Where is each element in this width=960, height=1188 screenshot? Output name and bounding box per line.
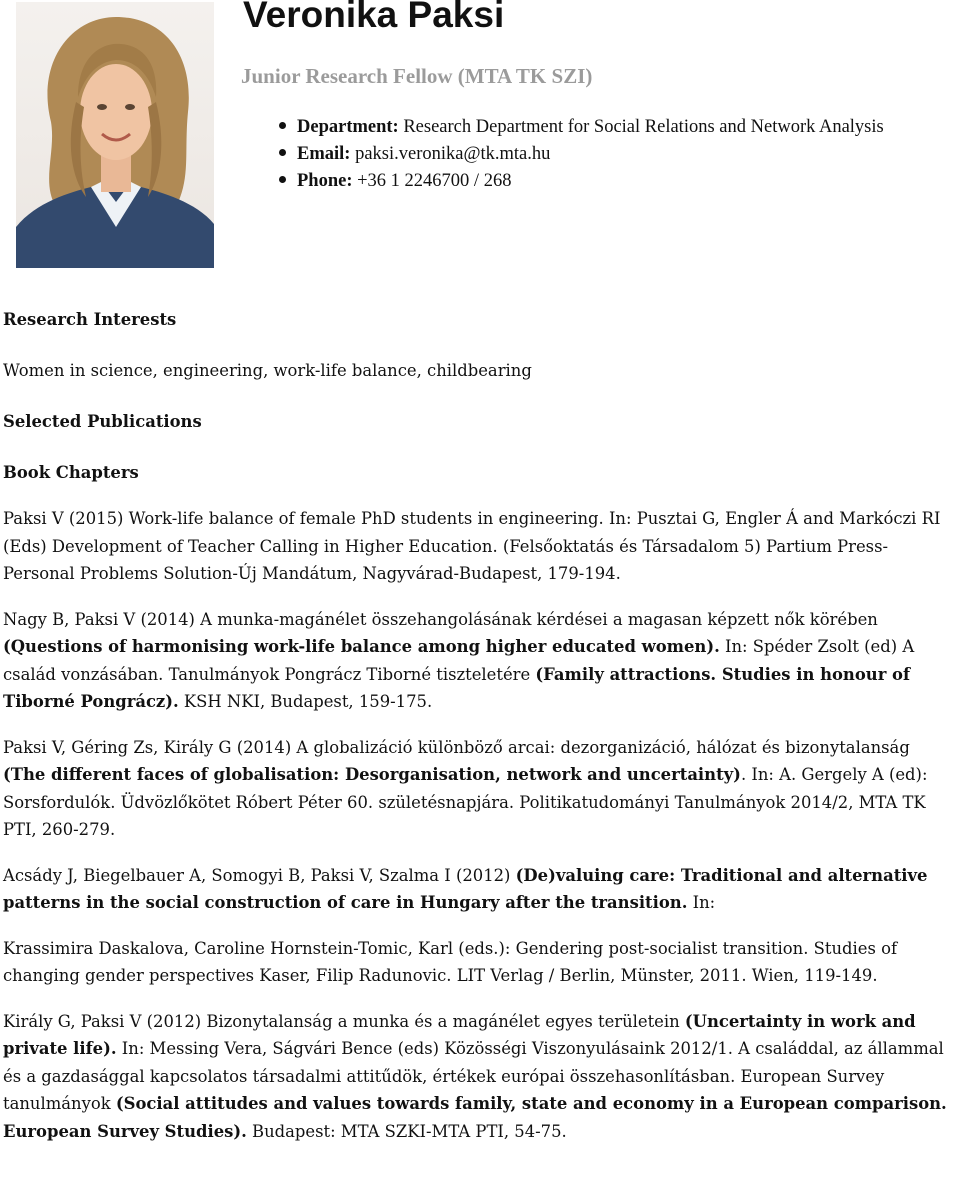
- publication-text: . In: A. Gergely A (ed): Sorsfordulók. Üdvözlőkötet Róbert Péter 60. születésnapjára. Politikatudományi Tanulmányok 2014/2, MTA TK PTI, 260-279.: [3, 765, 928, 839]
- publication-item: [3, 734, 955, 844]
- contact-label: Email:: [297, 144, 351, 164]
- publication-text: Király G, Paksi V (2012) Bizonytalanság a munka és a magánélet egyes területein: [3, 1011, 685, 1031]
- main-content: [3, 306, 955, 1163]
- publication-item: [3, 505, 955, 588]
- publication-text: Paksi V (2015) Work-life balance of female PhD students in engineering. In: Pusztai G, Engler Á and Markóczi RI (Eds) Development of Teacher Calling in Higher Education. (Felsőoktatás és Társadalom 5) Partium Press-Personal Problems Solution-Új Mandátum, Nagyvárad-Budapest, 179-194.: [3, 509, 941, 583]
- publication-text: Krassimira Daskalova, Caroline Hornstein-Tomic, Karl (eds.): Gendering post-socialist transition. Studies of changing gender perspectives Kaser, Filip Radunovic. LIT Verlag / Berlin, Münster, 2011. Wien, 119-149.: [3, 938, 898, 985]
- publication-text: Nagy B, Paksi V (2014) A munka-magánélet összehangolásának kérdései a magasan képzett nők körében: [3, 609, 878, 629]
- publication-text: In: Spéder Zsolt (ed) A család vonzásában. Tanulmányok Pongrácz Tiborné tiszteletére: [3, 637, 915, 684]
- person-name: Veronika Paksi: [243, 0, 505, 35]
- profile-photo: [16, 2, 214, 268]
- book-chapters-heading: Book Chapters: [3, 463, 139, 482]
- research-interests-text: Women in science, engineering, work-life balance, childbearing: [3, 361, 532, 380]
- contact-label: Phone:: [297, 171, 353, 191]
- publication-text: In: Messing Vera, Ságvári Bence (eds) Közösségi Viszonyulásaink 2012/1. A családdal, az állammal és a gazdasággal kapcsolatos társadalmi attitűdök, értékek európai összehasonlításban. European Survey tanulmányok: [3, 1039, 944, 1113]
- publication-item: [3, 862, 955, 917]
- contact-email: [276, 141, 946, 168]
- publication-translated-title: (Family attractions. Studies in honour of Tiborné Pongrácz).: [3, 664, 911, 711]
- publication-translated-title: (Questions of harmonising work-life balance among higher educated women).: [3, 637, 720, 656]
- publication-text: Acsády J, Biegelbauer A, Somogyi B, Paksi V, Szalma I (2012): [3, 865, 516, 885]
- contact-label: Department:: [297, 117, 399, 137]
- publication-item: [3, 935, 955, 990]
- department-value: Research Department for Social Relations and Network Analysis: [403, 117, 884, 137]
- publication-translated-title: (Social attitudes and values towards family, state and economy in a European comparison. European Survey Studies).: [3, 1094, 947, 1141]
- job-title: Junior Research Fellow (MTA TK SZI): [241, 64, 593, 88]
- publication-translated-title: (Uncertainty in work and private life).: [3, 1011, 916, 1058]
- contact-department: [276, 114, 946, 141]
- publication-translated-title: (The different faces of globalisation: Desorganisation, network and uncertainty): [3, 765, 741, 784]
- publication-text: Budapest: MTA SZKI-MTA PTI, 54-75.: [246, 1121, 567, 1141]
- publication-text: Paksi V, Géring Zs, Király G (2014) A globalizáció különböző arcai: dezorganizáció, hálózat és bizonytalanság: [3, 737, 910, 757]
- publication-text: In:: [687, 893, 716, 912]
- email-link[interactable]: paksi.veronika@tk.mta.hu: [355, 144, 551, 164]
- research-interests-heading: Research Interests: [3, 310, 177, 329]
- publication-item: [3, 606, 955, 716]
- contact-list: [276, 114, 946, 195]
- publication-item: [3, 1008, 955, 1146]
- phone-value: +36 1 2246700 / 268: [357, 171, 512, 191]
- publication-title: (De)valuing care: Traditional and alternative patterns in the social construction of care in Hungary after the transition.: [3, 865, 928, 912]
- publications-heading: Selected Publications: [3, 412, 202, 431]
- publication-text: KSH NKI, Budapest, 159-175.: [178, 692, 433, 711]
- contact-phone: [276, 168, 946, 195]
